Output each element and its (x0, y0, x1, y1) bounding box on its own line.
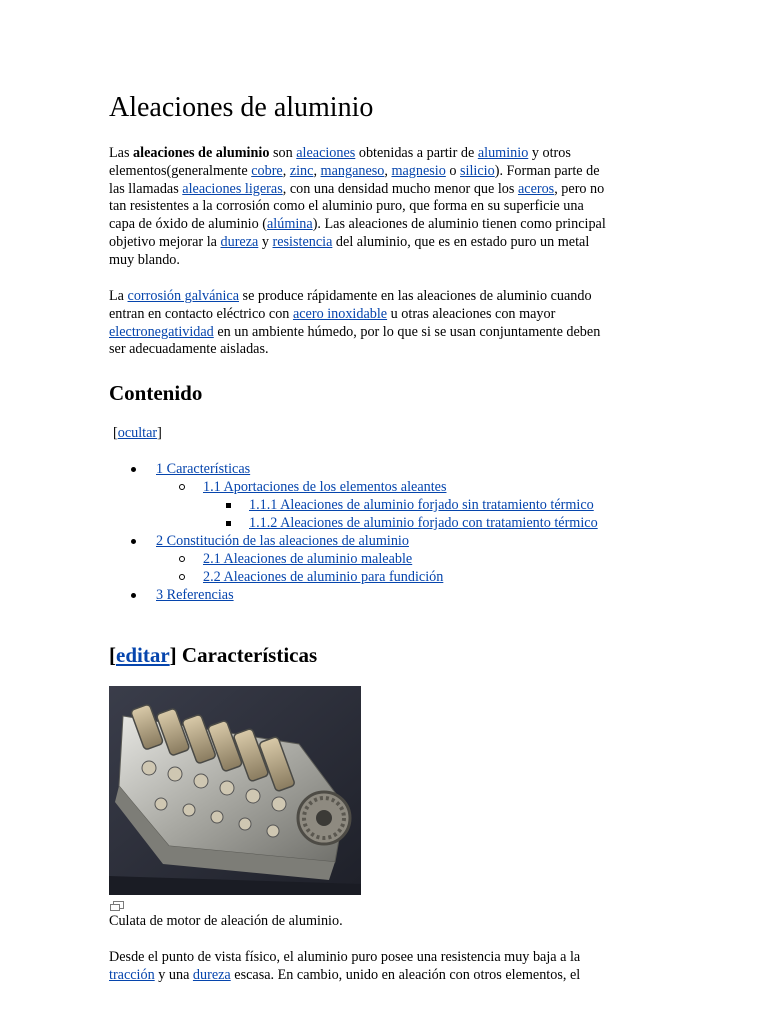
toc-link[interactable]: 2 Constitución de las aleaciones de aluminio (156, 533, 409, 549)
edit-section-link[interactable]: editar (116, 643, 170, 667)
intro-paragraph: Las aleaciones de aluminio son aleaciones obtenidas a partir de aluminio y otros elementos(generalmente cobre, zinc, manganeso, magnesio o silicio). Forman parte de las llamadas aleaciones ligeras, con una densidad mucho menor que los aceros, pero no tan resistentes a la corrosión como el aluminio puro, que forma en su superficie una capa de óxido de aluminio (alúmina). Las aleaciones de aluminio tienen como principal objetivo mejorar la dureza y resistencia del aluminio, que es en estado puro un metal muy blando. (109, 145, 606, 268)
page-title: Aleaciones de aluminio (109, 92, 374, 123)
link-alumina[interactable]: alúmina (266, 216, 313, 233)
toc-link[interactable]: 2.2 Aleaciones de aluminio para fundición (203, 569, 444, 585)
link-corrosion-galvanica[interactable]: corrosión galvánica (127, 288, 239, 304)
toc-toggle: [ocultar] (113, 425, 162, 441)
toc-hide-link[interactable]: ocultar (117, 425, 158, 441)
link-magnesio[interactable]: magnesio (391, 162, 446, 179)
toc-link[interactable]: 2.1 Aleaciones de aluminio maleable (203, 551, 413, 567)
toc-link[interactable]: 1.1.2 Aleaciones de aluminio forjado con tratamiento térmico (249, 515, 598, 531)
link-electronegatividad[interactable]: electronegatividad (109, 323, 214, 340)
toc-link[interactable]: 3 Referencias (156, 587, 234, 603)
link-aluminio[interactable]: aluminio (477, 145, 529, 161)
toc-link[interactable]: 1 Características (156, 461, 251, 477)
link-acero-inoxidable[interactable]: acero inoxidable (292, 305, 388, 322)
enlarge-icon[interactable] (110, 900, 124, 912)
link-manganeso[interactable]: manganeso (320, 162, 385, 179)
corrosion-paragraph: La corrosión galvánica se produce rápidamente en las aleaciones de aluminio cuando entran en contacto eléctrico con acero inoxidable u otras aleaciones con mayor electronegatividad en un ambiente húmedo, por lo que si se usan conjuntamente deben ser adecuadamente aisladas. (109, 288, 601, 358)
toc-link[interactable]: 1.1 Aportaciones de los elementos aleantes (203, 479, 447, 495)
toc-link[interactable]: 1.1.1 Aleaciones de aluminio forjado sin tratamiento térmico (249, 497, 594, 513)
link-aleaciones[interactable]: aleaciones (296, 145, 356, 161)
physics-paragraph: Desde el punto de vista físico, el aluminio puro posee una resistencia muy baja a la tracción y una dureza escasa. En cambio, unido en aleación con otros elementos, el (109, 949, 581, 983)
link-resistencia[interactable]: resistencia (272, 233, 333, 250)
link-traccion[interactable]: tracción (109, 966, 155, 983)
link-aleaciones-ligeras[interactable]: aleaciones ligeras (182, 180, 283, 197)
toc-heading: Contenido (109, 381, 203, 405)
figure-caption: Culata de motor de aleación de aluminio. (109, 913, 343, 929)
section-heading-caracteristicas: [editar] Características (109, 643, 318, 667)
section-title: Características (176, 643, 318, 667)
link-zinc[interactable]: zinc (289, 162, 314, 179)
link-aceros[interactable]: aceros (517, 180, 555, 197)
link-dureza[interactable]: dureza (220, 233, 259, 250)
link-cobre[interactable]: cobre (251, 162, 283, 179)
engine-cylinder-head-photo[interactable] (109, 686, 361, 895)
link-dureza-2[interactable]: dureza (192, 966, 231, 983)
link-silicio[interactable]: silicio (460, 162, 495, 179)
bold-term: aleaciones de aluminio (133, 145, 270, 161)
